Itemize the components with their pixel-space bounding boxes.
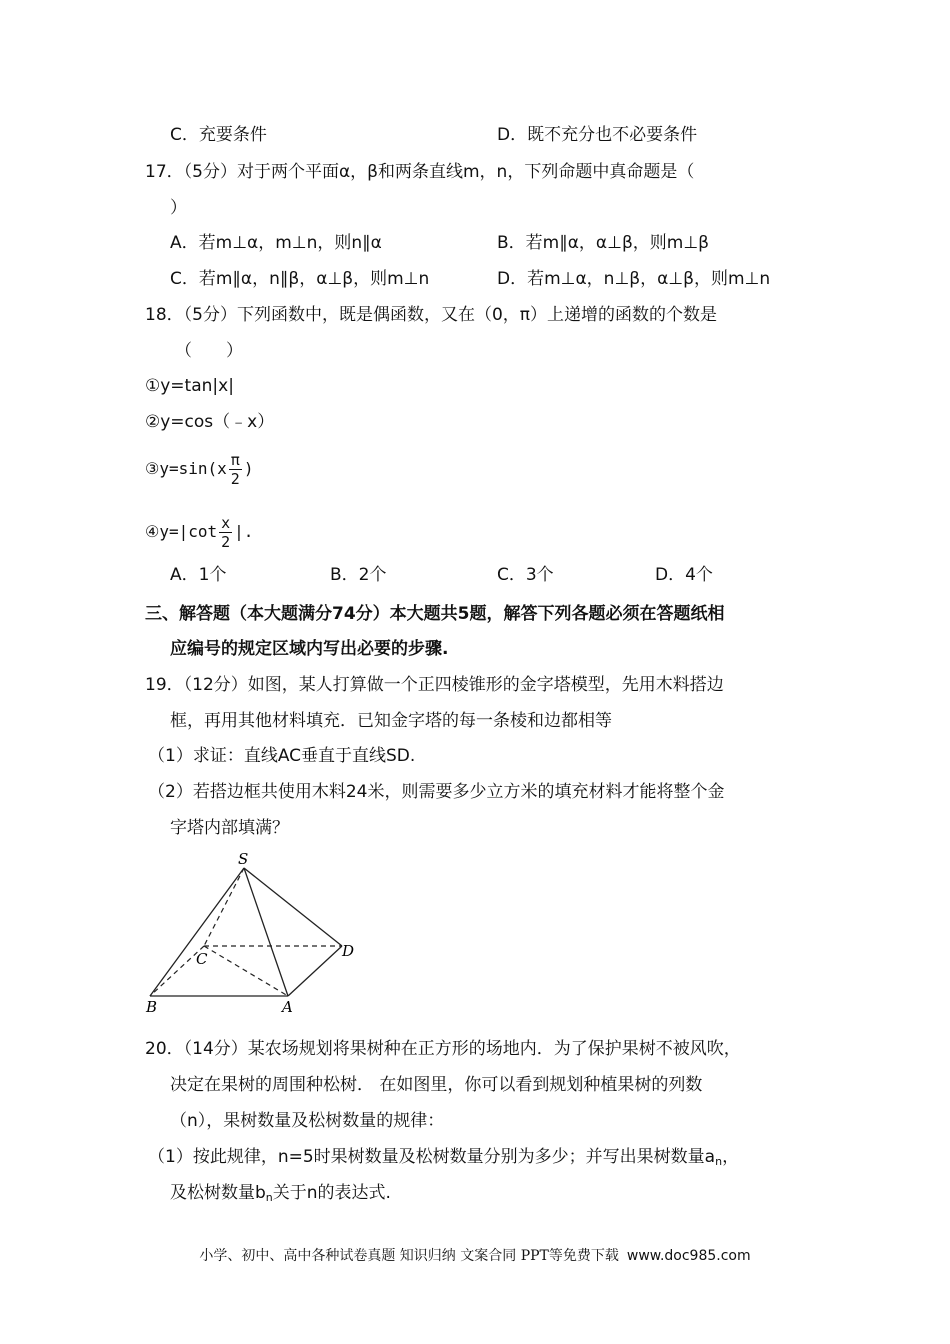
- q19-part-2-line1: （2）若搭边框共使用木料24米，则需要多少立方米的填充材料才能将整个金: [148, 782, 725, 802]
- section-3-heading-line1: 三、解答题（本大题满分74分）本大题共5题，解答下列各题必须在答题纸相: [145, 604, 725, 624]
- vertex-label-a: A: [282, 998, 293, 1016]
- q20-stem-line2: 决定在果树的周围种松树． 在如图里，你可以看到规划种植果树的列数: [170, 1075, 703, 1095]
- q19-stem-line2: 框，再用其他材料填充．已知金字塔的每一条棱和边都相等: [170, 711, 612, 731]
- q18-item-1: ①y=tan|x|: [145, 376, 234, 396]
- q20-part-1-subscript-a: n: [715, 1155, 723, 1168]
- q18-item-4-post: |.: [234, 522, 254, 541]
- vertex-label-c: C: [196, 950, 208, 968]
- q18-item-3-pre: ③y=sin(x: [145, 459, 227, 478]
- vertex-label-s: S: [238, 850, 249, 868]
- section-3-heading-line2: 应编号的规定区域内写出必要的步骤.: [170, 639, 449, 659]
- edge-sa: [244, 868, 288, 996]
- q18-stem-line2: （ ）: [175, 341, 243, 361]
- q18-item-3-denominator: 2: [230, 470, 240, 488]
- q17-option-a: A．若m⊥α，m⊥n，则n∥α: [170, 233, 382, 253]
- footer-url: www.doc985.com: [626, 1248, 751, 1264]
- q17-option-d: D．若m⊥α，n⊥β，α⊥β，则m⊥n: [497, 269, 771, 289]
- q18-stem-line1: 18．（5分）下列函数中，既是偶函数，又在（0，π）上递增的函数的个数是: [145, 305, 717, 325]
- q18-option-d: D．4个: [655, 565, 713, 585]
- q18-item-4-numerator: x: [221, 514, 231, 532]
- q20-part-1-line2-text: 及松树数量b: [170, 1183, 266, 1203]
- vertex-label-b: B: [146, 998, 158, 1016]
- q18-item-3-fraction: [229, 451, 242, 488]
- q17-stem-line2: ）: [170, 198, 187, 218]
- q19-part-1: （1）求证：直线AC垂直于直线SD.: [148, 746, 416, 766]
- q18-item-3: [145, 447, 253, 491]
- q18-option-a: A．1个: [170, 565, 227, 585]
- q17-option-c: C．若m∥α，n∥β，α⊥β，则m⊥n: [170, 269, 430, 289]
- q20-part-1-line1: [148, 1146, 739, 1173]
- q18-item-3-numerator: π: [230, 451, 240, 469]
- q18-item-4-fraction: [219, 514, 232, 551]
- q16-option-c: C．充要条件: [170, 125, 267, 145]
- edge-ad: [288, 946, 342, 996]
- q20-part-1-line1-text: （1）按此规律，n=5时果树数量及松树数量分别为多少；并写出果树数量a: [148, 1147, 716, 1167]
- q17-option-b: B．若m∥α，α⊥β，则m⊥β: [497, 233, 710, 253]
- pyramid-figure: [140, 848, 370, 1018]
- q18-item-3-post: ): [243, 459, 254, 478]
- q18-option-c: C．3个: [497, 565, 554, 585]
- q20-part-1-line1-end: ，: [722, 1147, 740, 1167]
- q17-stem-line1: 17．（5分）对于两个平面α，β和两条直线m，n，下列命题中真命题是（: [145, 162, 695, 182]
- edge-sd: [244, 868, 342, 946]
- page-footer: [0, 1245, 950, 1265]
- edge-sb: [150, 868, 244, 996]
- q20-part-1-subscript-b: n: [265, 1191, 273, 1204]
- q18-item-4-denominator: 2: [221, 533, 231, 551]
- edge-sc-hidden: [204, 868, 244, 946]
- q16-option-d: D．既不充分也不必要条件: [497, 125, 698, 145]
- q20-part-1-line2: [170, 1182, 391, 1209]
- q18-item-4: [145, 510, 253, 554]
- q18-item-2: ②y=cos（﹣x）: [145, 412, 275, 432]
- q20-stem-line1: 20．（14分）某农场规划将果树种在正方形的场地内．为了保护果树不被风吹，: [145, 1039, 741, 1059]
- q18-option-b: B．2个: [330, 565, 387, 585]
- q19-part-2-line2: 字塔内部填满？: [170, 818, 289, 838]
- q19-stem-line1: 19．（12分）如图，某人打算做一个正四棱锥形的金字塔模型，先用木料搭边: [145, 675, 724, 695]
- footer-text: 小学、初中、高中各种试卷真题 知识归纳 文案合同 PPT等免费下载: [199, 1248, 619, 1264]
- edge-ca-hidden: [204, 946, 288, 996]
- q20-part-1-line2-end: 关于n的表达式.: [272, 1183, 391, 1203]
- vertex-label-d: D: [342, 942, 355, 960]
- q20-stem-line3: （n），果树数量及松树数量的规律：: [170, 1111, 445, 1131]
- q18-item-4-pre: ④y=|cot: [145, 522, 218, 541]
